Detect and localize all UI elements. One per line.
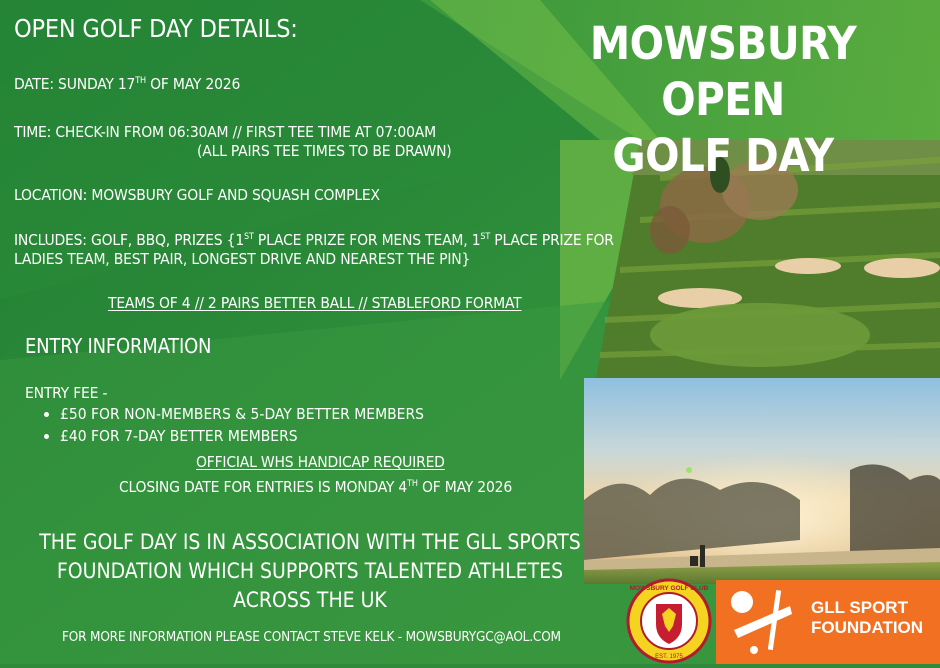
fee-item: • £40 FOR 7-DAY BETTER MEMBERS: [60, 425, 424, 447]
event-time: TIME: CHECK-IN FROM 06:30AM // FIRST TEE TIME AT 07:00AM: [14, 123, 436, 141]
details-heading: OPEN GOLF DAY DETAILS:: [14, 14, 298, 43]
contact-info: FOR MORE INFORMATION PLEASE CONTACT STEVE KELK - MOWSBURYGC@AOL.COM: [62, 629, 561, 645]
svg-text:MOWSBURY GOLF CLUB: MOWSBURY GOLF CLUB: [629, 585, 709, 592]
event-location: LOCATION: MOWSBURY GOLF AND SQUASH COMPLEX: [14, 186, 380, 204]
title-line-2: GOLF DAY: [612, 129, 834, 182]
handicap-requirement: OFFICIAL WHS HANDICAP REQUIRED: [196, 453, 445, 471]
event-includes: INCLUDES: GOLF, BBQ, PRIZES {1ST PLACE PRIZE FOR MENS TEAM, 1ST PLACE PRIZE FOR: [14, 231, 614, 249]
event-format: TEAMS OF 4 // 2 PAIRS BETTER BALL // STABLEFORD FORMAT: [108, 294, 522, 312]
event-date: DATE: SUNDAY 17TH OF MAY 2026: [14, 75, 241, 93]
poster-title: [548, 16, 898, 184]
title-line-1: MOWSBURY OPEN: [589, 17, 857, 126]
association-statement: THE GOLF DAY IS IN ASSOCIATION WITH THE GLL SPORTS FOUNDATION WHICH SUPPORTS TALENTED ATHLETES ACROSS THE UK: [39, 530, 581, 612]
gll-sport-foundation-logo: [716, 580, 940, 664]
fee-list: [40, 403, 424, 447]
fee-item: • £50 FOR NON-MEMBERS & 5-DAY BETTER MEMBERS: [60, 403, 424, 425]
svg-text:EST. 1975: EST. 1975: [655, 654, 683, 660]
golf-club-badge-logo: [626, 576, 712, 664]
event-time-note: (ALL PAIRS TEE TIMES TO BE DRAWN): [197, 142, 452, 160]
gll-logo-text: GLL SPORT FOUNDATION: [811, 598, 924, 637]
closing-date: CLOSING DATE FOR ENTRIES IS MONDAY 4TH OF MAY 2026: [119, 478, 512, 496]
event-includes-line2: LADIES TEAM, BEST PAIR, LONGEST DRIVE AND NEAREST THE PIN}: [14, 250, 471, 268]
misty-course-photo: [584, 378, 940, 584]
entry-heading: ENTRY INFORMATION: [25, 334, 212, 358]
entry-fee-label: ENTRY FEE -: [25, 384, 108, 402]
